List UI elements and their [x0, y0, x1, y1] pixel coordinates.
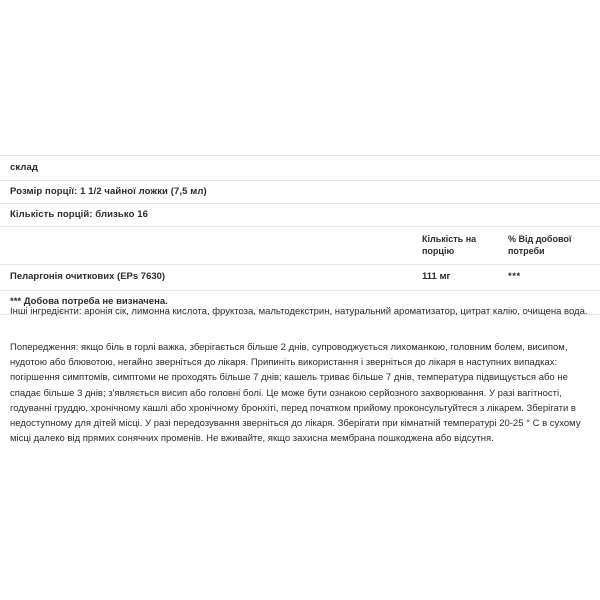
column-header-percent-daily-value: % Від добової потреби: [508, 234, 572, 256]
servings-per-container: Кількість порцій: близько 16: [10, 209, 148, 220]
supplement-facts-panel: [0, 155, 600, 315]
warning-paragraph: Попередження: якщо біль в горлі важка, зберігається більше 2 днів, супроводжується лихоманкою, головним болем, висипом, нудотою або блювотою, негайно зверніться до лікаря. Припиніть використання і зверніться до лікаря в наступних випадках: погіршення симптомів, симптоми не проходять більше 7 днів; кашель триває більше 7 днів, температура підвищується або не спадає більше 3 днів; з'являється висип або головні болі. Це може бути ознакою серйозного захворювання. У разі вагітності, годуванні груддю, хронічному кашлі або хронічному бронхіті, перед початком прийому проконсультуйтеся з лікарем. Зберігати в недоступному для дітей місці. У разі передозування зверніться до лікаря. Зберігати при кімнатній температурі 20-25 ° С в сухому місці далеко від прямих сонячних променів. Не вживайте, якщо захисна мембрана пошкоджена або відсутня.: [10, 342, 581, 445]
serving-size: Розмір порції: 1 1/2 чайної ложки (7,5 мл): [10, 186, 207, 197]
other-ingredients-paragraph: Інші інгредієнти: аронія сік, лимонна кислота, фруктоза, мальтодекстрин, натуральний ароматизатор, цитрат калію, очищена вода.: [10, 306, 588, 317]
table-row: [0, 265, 600, 290]
panel-title: склад: [10, 162, 38, 173]
table-header-row: [0, 227, 600, 264]
column-header-amount-per-serving: Кількість на порцію: [422, 234, 477, 256]
ingredient-amount: 111 мг: [422, 271, 451, 282]
ingredient-daily-value: ***: [508, 271, 521, 282]
daily-value-footnote: *** Добова потреба не визначена.: [10, 296, 168, 307]
column-header-name: [10, 233, 422, 257]
ingredient-name: Пеларгонія очиткових (EPs 7630): [10, 271, 166, 282]
